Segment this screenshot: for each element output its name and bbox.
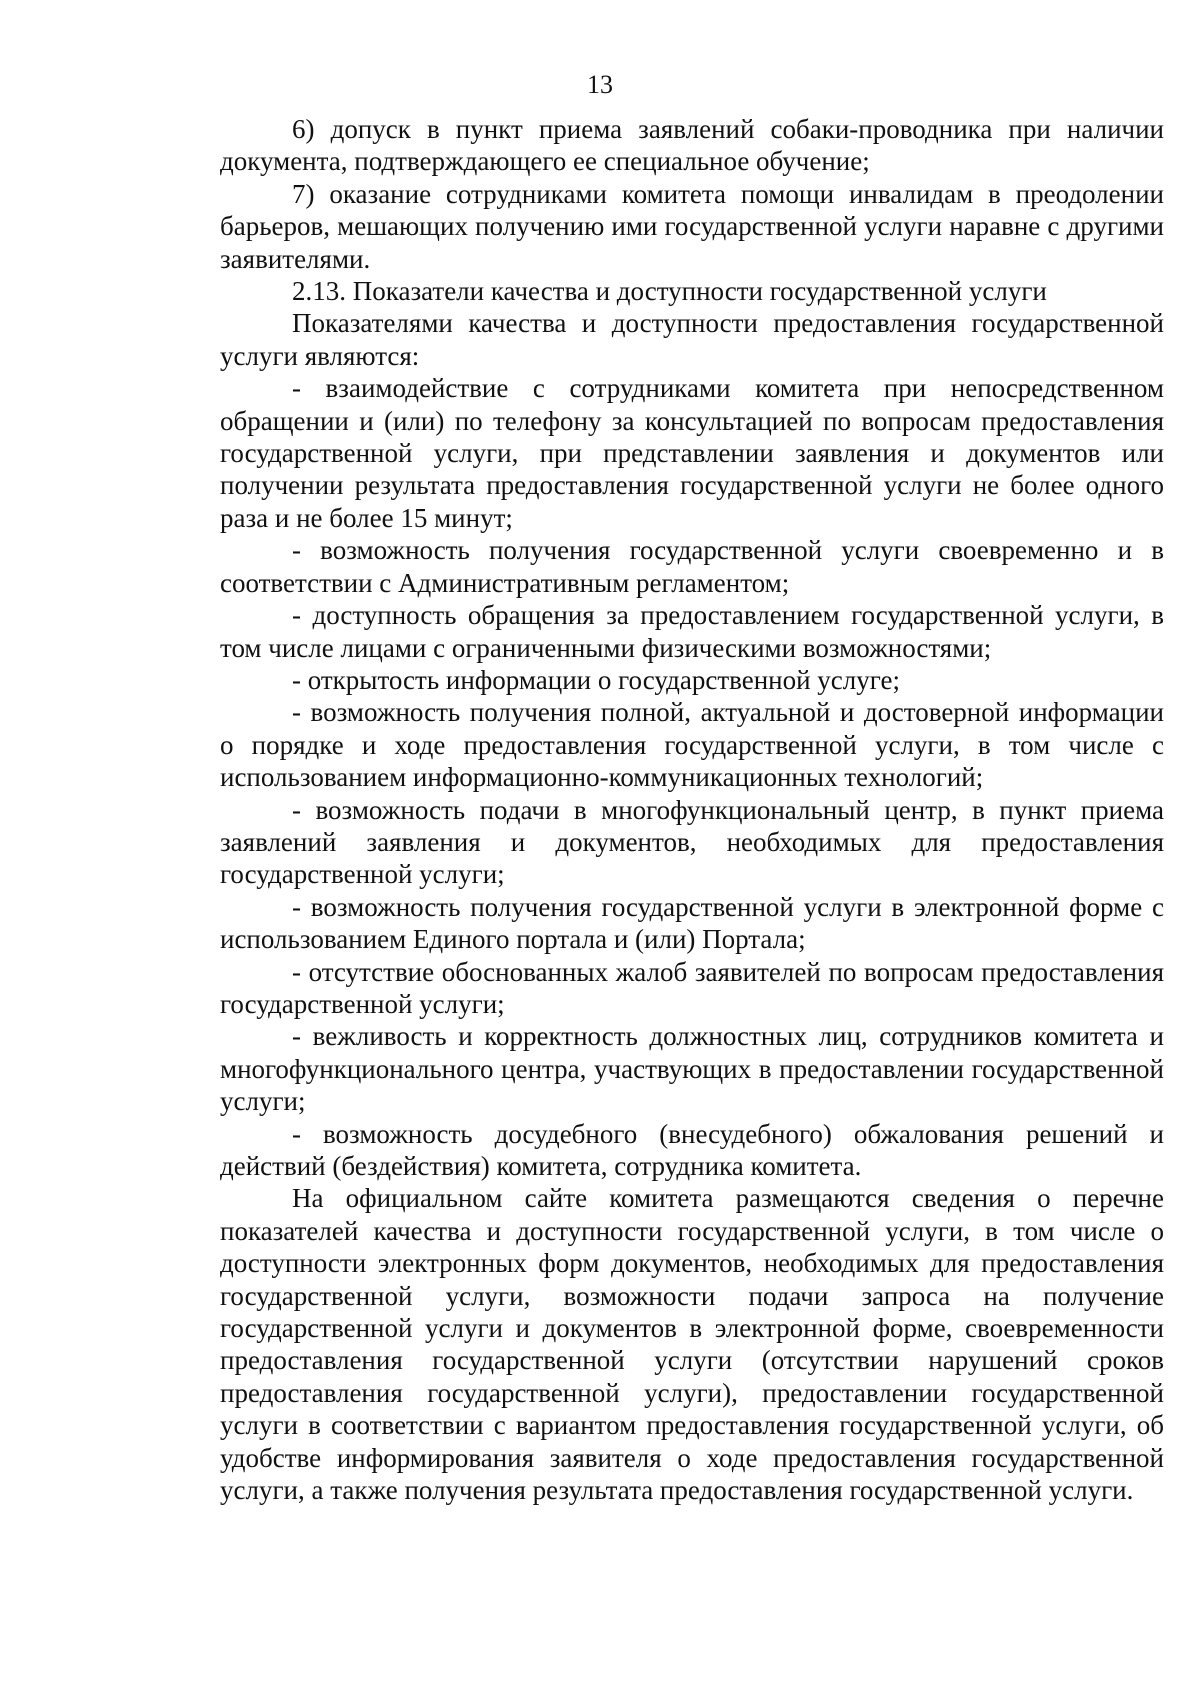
paragraph-official-site: На официальном сайте комитета размещаются сведения о перечне показателей качества и доступности государственной услуги, в том числе о доступности электронных форм документов, необходимых для предоставления государственной услуги, возможности подачи запроса на получение государственной услуги и документов в электронной форме, своевременности предоставления государственной услуги (отсутствии нарушений сроков предоставления государственной услуги), предоставлении государственной услуги в соответствии с вариантом предоставления государственной услуги, об удобстве информирования заявителя о ходе предоставления государственной услуги, а также получения результата предоставления государственной услуги. bbox=[220, 1183, 1164, 1506]
document-body bbox=[220, 113, 1164, 1506]
list-item-mfc-submission: - возможность подачи в многофункциональный центр, в пункт приема заявлений заявления и документов, необходимых для предоставления государственной услуги; bbox=[220, 794, 1164, 890]
list-item-information: - возможность получения полной, актуальной и достоверной информации о порядке и ходе предоставления государственной услуги, в том числе с использованием информационно-коммуникационных технологий; bbox=[220, 697, 1164, 793]
list-item-interaction: - взаимодействие с сотрудниками комитета при непосредственном обращении и (или) по телефону за консультацией по вопросам предоставления государственной услуги, при представлении заявления и документов или получении результата предоставления государственной услуги не более одного раза и не более 15 минут; bbox=[220, 373, 1164, 533]
paragraph-intro: Показателями качества и доступности предоставления государственной услуги являются: bbox=[220, 308, 1164, 371]
page-number-text: 13 bbox=[587, 70, 613, 99]
section-heading-2-13: 2.13. Показатели качества и доступности государственной услуги bbox=[292, 276, 1047, 307]
list-item-no-complaints: - отсутствие обоснованных жалоб заявителей по вопросам предоставления государственной услуги; bbox=[220, 956, 1164, 1019]
list-item-openness: - открытость информации о государственной услуге; bbox=[292, 664, 900, 695]
page-number bbox=[0, 70, 1200, 100]
paragraph-item-6: 6) допуск в пункт приема заявлений собаки-проводника при наличии документа, подтверждающего ее специальное обучение; bbox=[220, 114, 1164, 177]
list-item-appeal: - возможность досудебного (внесудебного) обжалования решений и действий (бездействия) комитета, сотрудника комитета. bbox=[220, 1118, 1164, 1181]
paragraph-item-7: 7) оказание сотрудниками комитета помощи инвалидам в преодолении барьеров, мешающих получению ими государственной услуги наравне с другими заявителями. bbox=[220, 178, 1164, 274]
list-item-accessibility: - доступность обращения за предоставлением государственной услуги, в том числе лицами с ограниченными физическими возможностями; bbox=[220, 600, 1164, 663]
list-item-courtesy: - вежливость и корректность должностных лиц, сотрудников комитета и многофункционального центра, участвующих в предоставлении государственной услуги; bbox=[220, 1021, 1164, 1117]
list-item-timeliness: - возможность получения государственной услуги своевременно и в соответствии с Административным регламентом; bbox=[220, 535, 1164, 598]
list-item-electronic-form: - возможность получения государственной услуги в электронной форме с использованием Единого портала и (или) Портала; bbox=[220, 891, 1164, 955]
